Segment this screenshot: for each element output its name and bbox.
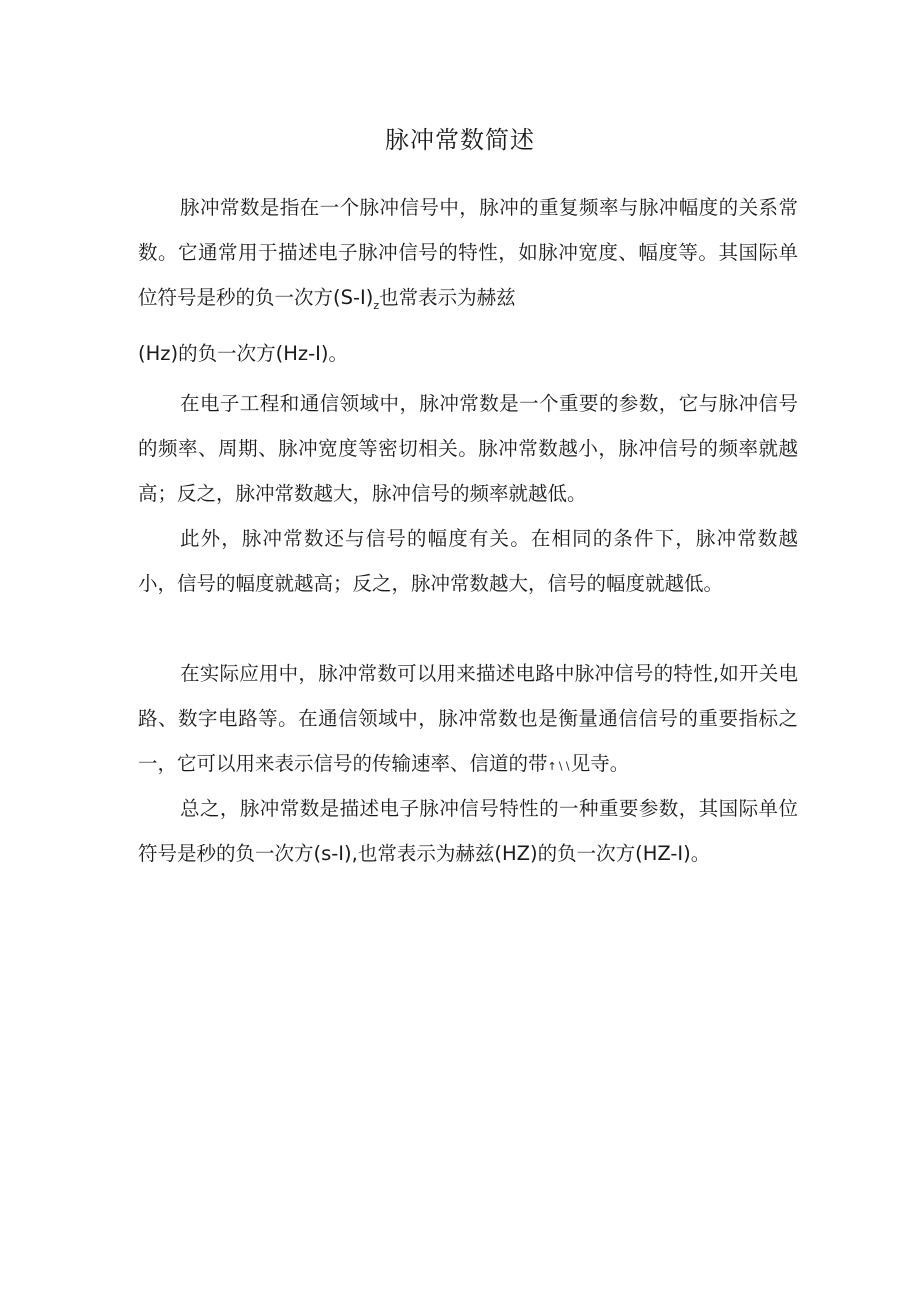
paragraph-1 [138,185,798,376]
paragraph-4-text: 在实际应用中，脉冲常数可以用来描述电路中脉冲信号的特性,如开关电路、数字电路等。在通信领域中，脉冲常数也是衡量通信信号的重要指标之一，它可以用来表示信号的传输速率、信道的带 [138,662,798,775]
paragraph-1-line-4: (Hz)的负一次方(Hz-I)。 [138,341,349,365]
paragraph-2: 在电子工程和通信领域中，脉冲常数是一个重要的参数，它与脉冲信号的频率、周期、脉冲宽度等密切相关。脉冲常数越小，脉冲信号的频率就越高；反之，脉冲常数越大，脉冲信号的频率就越低。 [138,392,798,505]
paragraph-4 [138,651,798,789]
document-title: 脉冲常数简述 [385,126,535,154]
paragraph-1-text: 脉冲常数是指在一个脉冲信号中，脉冲的重复频率与脉冲幅度的关系常数。它通常用于描述电子脉冲信号的特性，如脉冲宽度、幅度等。其国际单位符号是秒的负一次方(S-I) [138,196,798,309]
paragraph-1-tail: 也常表示为赫兹 [379,286,516,309]
paragraph-1-subscript: z [373,298,380,312]
paragraph-5: 总之，脉冲常数是描述电子脉冲信号特性的一种重要参数，其国际单位符号是秒的负一次方(s-I),也常表示为赫兹(HZ)的负一次方(HZ-I)。 [138,797,798,865]
paragraph-4-tail: 见寺。 [570,752,630,775]
paragraph-4-garbled-glyph: ↑∖∖ [547,760,571,773]
paragraph-3: 此外，脉冲常数还与信号的幅度有关。在相同的条件下，脉冲常数越小，信号的幅度就越高；反之，脉冲常数越大，信号的幅度就越低。 [138,527,798,595]
